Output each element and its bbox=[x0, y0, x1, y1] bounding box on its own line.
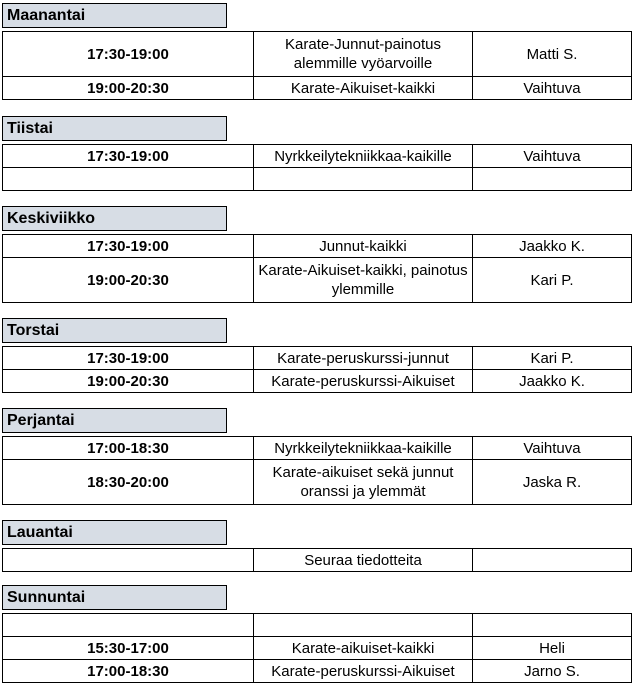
instructor-cell: Jaakko K. bbox=[473, 235, 632, 258]
day-header-torstai: Torstai bbox=[2, 318, 227, 343]
schedule-table-lauantai bbox=[2, 548, 632, 572]
activity-cell bbox=[254, 168, 473, 191]
instructor-cell: Matti S. bbox=[473, 32, 632, 77]
time-cell: 17:30-19:00 bbox=[3, 145, 254, 168]
instructor-cell bbox=[473, 168, 632, 191]
time-cell: 17:30-19:00 bbox=[3, 235, 254, 258]
table-row bbox=[3, 460, 632, 505]
instructor-cell: Vaihtuva bbox=[473, 77, 632, 100]
activity-cell: Karate-Junnut-painotus alemmille vyöarvoille bbox=[254, 32, 473, 77]
time-cell bbox=[3, 549, 254, 572]
table-row bbox=[3, 660, 632, 683]
instructor-cell: Jaska R. bbox=[473, 460, 632, 505]
activity-cell: Karate-Aikuiset-kaikki, painotus ylemmille bbox=[254, 258, 473, 303]
schedule-table-perjantai bbox=[2, 436, 632, 505]
instructor-cell: Kari P. bbox=[473, 258, 632, 303]
time-cell: 15:30-17:00 bbox=[3, 637, 254, 660]
activity-cell: Junnut-kaikki bbox=[254, 235, 473, 258]
activity-cell: Karate-peruskurssi-junnut bbox=[254, 347, 473, 370]
table-row bbox=[3, 370, 632, 393]
day-header-lauantai: Lauantai bbox=[2, 520, 227, 545]
instructor-cell: Heli bbox=[473, 637, 632, 660]
activity-cell: Karate-Aikuiset-kaikki bbox=[254, 77, 473, 100]
schedule-table-maanantai bbox=[2, 31, 632, 100]
activity-cell bbox=[254, 614, 473, 637]
activity-cell: Karate-peruskurssi-Aikuiset bbox=[254, 370, 473, 393]
instructor-cell bbox=[473, 614, 632, 637]
instructor-cell: Jaakko K. bbox=[473, 370, 632, 393]
table-row bbox=[3, 347, 632, 370]
time-cell: 17:30-19:00 bbox=[3, 32, 254, 77]
table-row bbox=[3, 235, 632, 258]
day-header-tiistai: Tiistai bbox=[2, 116, 227, 141]
table-row bbox=[3, 637, 632, 660]
time-cell: 18:30-20:00 bbox=[3, 460, 254, 505]
schedule-table-sunnuntai bbox=[2, 613, 632, 683]
time-cell bbox=[3, 614, 254, 637]
instructor-cell: Vaihtuva bbox=[473, 437, 632, 460]
schedule-table-tiistai bbox=[2, 144, 632, 191]
time-cell: 17:00-18:30 bbox=[3, 660, 254, 683]
table-row bbox=[3, 77, 632, 100]
instructor-cell: Kari P. bbox=[473, 347, 632, 370]
schedule-table-torstai bbox=[2, 346, 632, 393]
time-cell bbox=[3, 168, 254, 191]
table-row bbox=[3, 168, 632, 191]
activity-cell: Seuraa tiedotteita bbox=[254, 549, 473, 572]
instructor-cell: Vaihtuva bbox=[473, 145, 632, 168]
activity-cell: Karate-aikuiset sekä junnut oranssi ja ylemmät bbox=[254, 460, 473, 505]
time-cell: 19:00-20:30 bbox=[3, 77, 254, 100]
day-header-perjantai: Perjantai bbox=[2, 408, 227, 433]
activity-cell: Nyrkkeilytekniikkaa-kaikille bbox=[254, 437, 473, 460]
table-row bbox=[3, 258, 632, 303]
table-row bbox=[3, 145, 632, 168]
time-cell: 19:00-20:30 bbox=[3, 258, 254, 303]
table-row bbox=[3, 614, 632, 637]
time-cell: 19:00-20:30 bbox=[3, 370, 254, 393]
activity-cell: Nyrkkeilytekniikkaa-kaikille bbox=[254, 145, 473, 168]
day-header-maanantai: Maanantai bbox=[2, 3, 227, 28]
table-row bbox=[3, 437, 632, 460]
instructor-cell: Jarno S. bbox=[473, 660, 632, 683]
time-cell: 17:00-18:30 bbox=[3, 437, 254, 460]
table-row bbox=[3, 32, 632, 77]
time-cell: 17:30-19:00 bbox=[3, 347, 254, 370]
instructor-cell bbox=[473, 549, 632, 572]
day-header-keskiviikko: Keskiviikko bbox=[2, 206, 227, 231]
schedule-table-keskiviikko bbox=[2, 234, 632, 303]
activity-cell: Karate-peruskurssi-Aikuiset bbox=[254, 660, 473, 683]
day-header-sunnuntai: Sunnuntai bbox=[2, 585, 227, 610]
activity-cell: Karate-aikuiset-kaikki bbox=[254, 637, 473, 660]
table-row bbox=[3, 549, 632, 572]
